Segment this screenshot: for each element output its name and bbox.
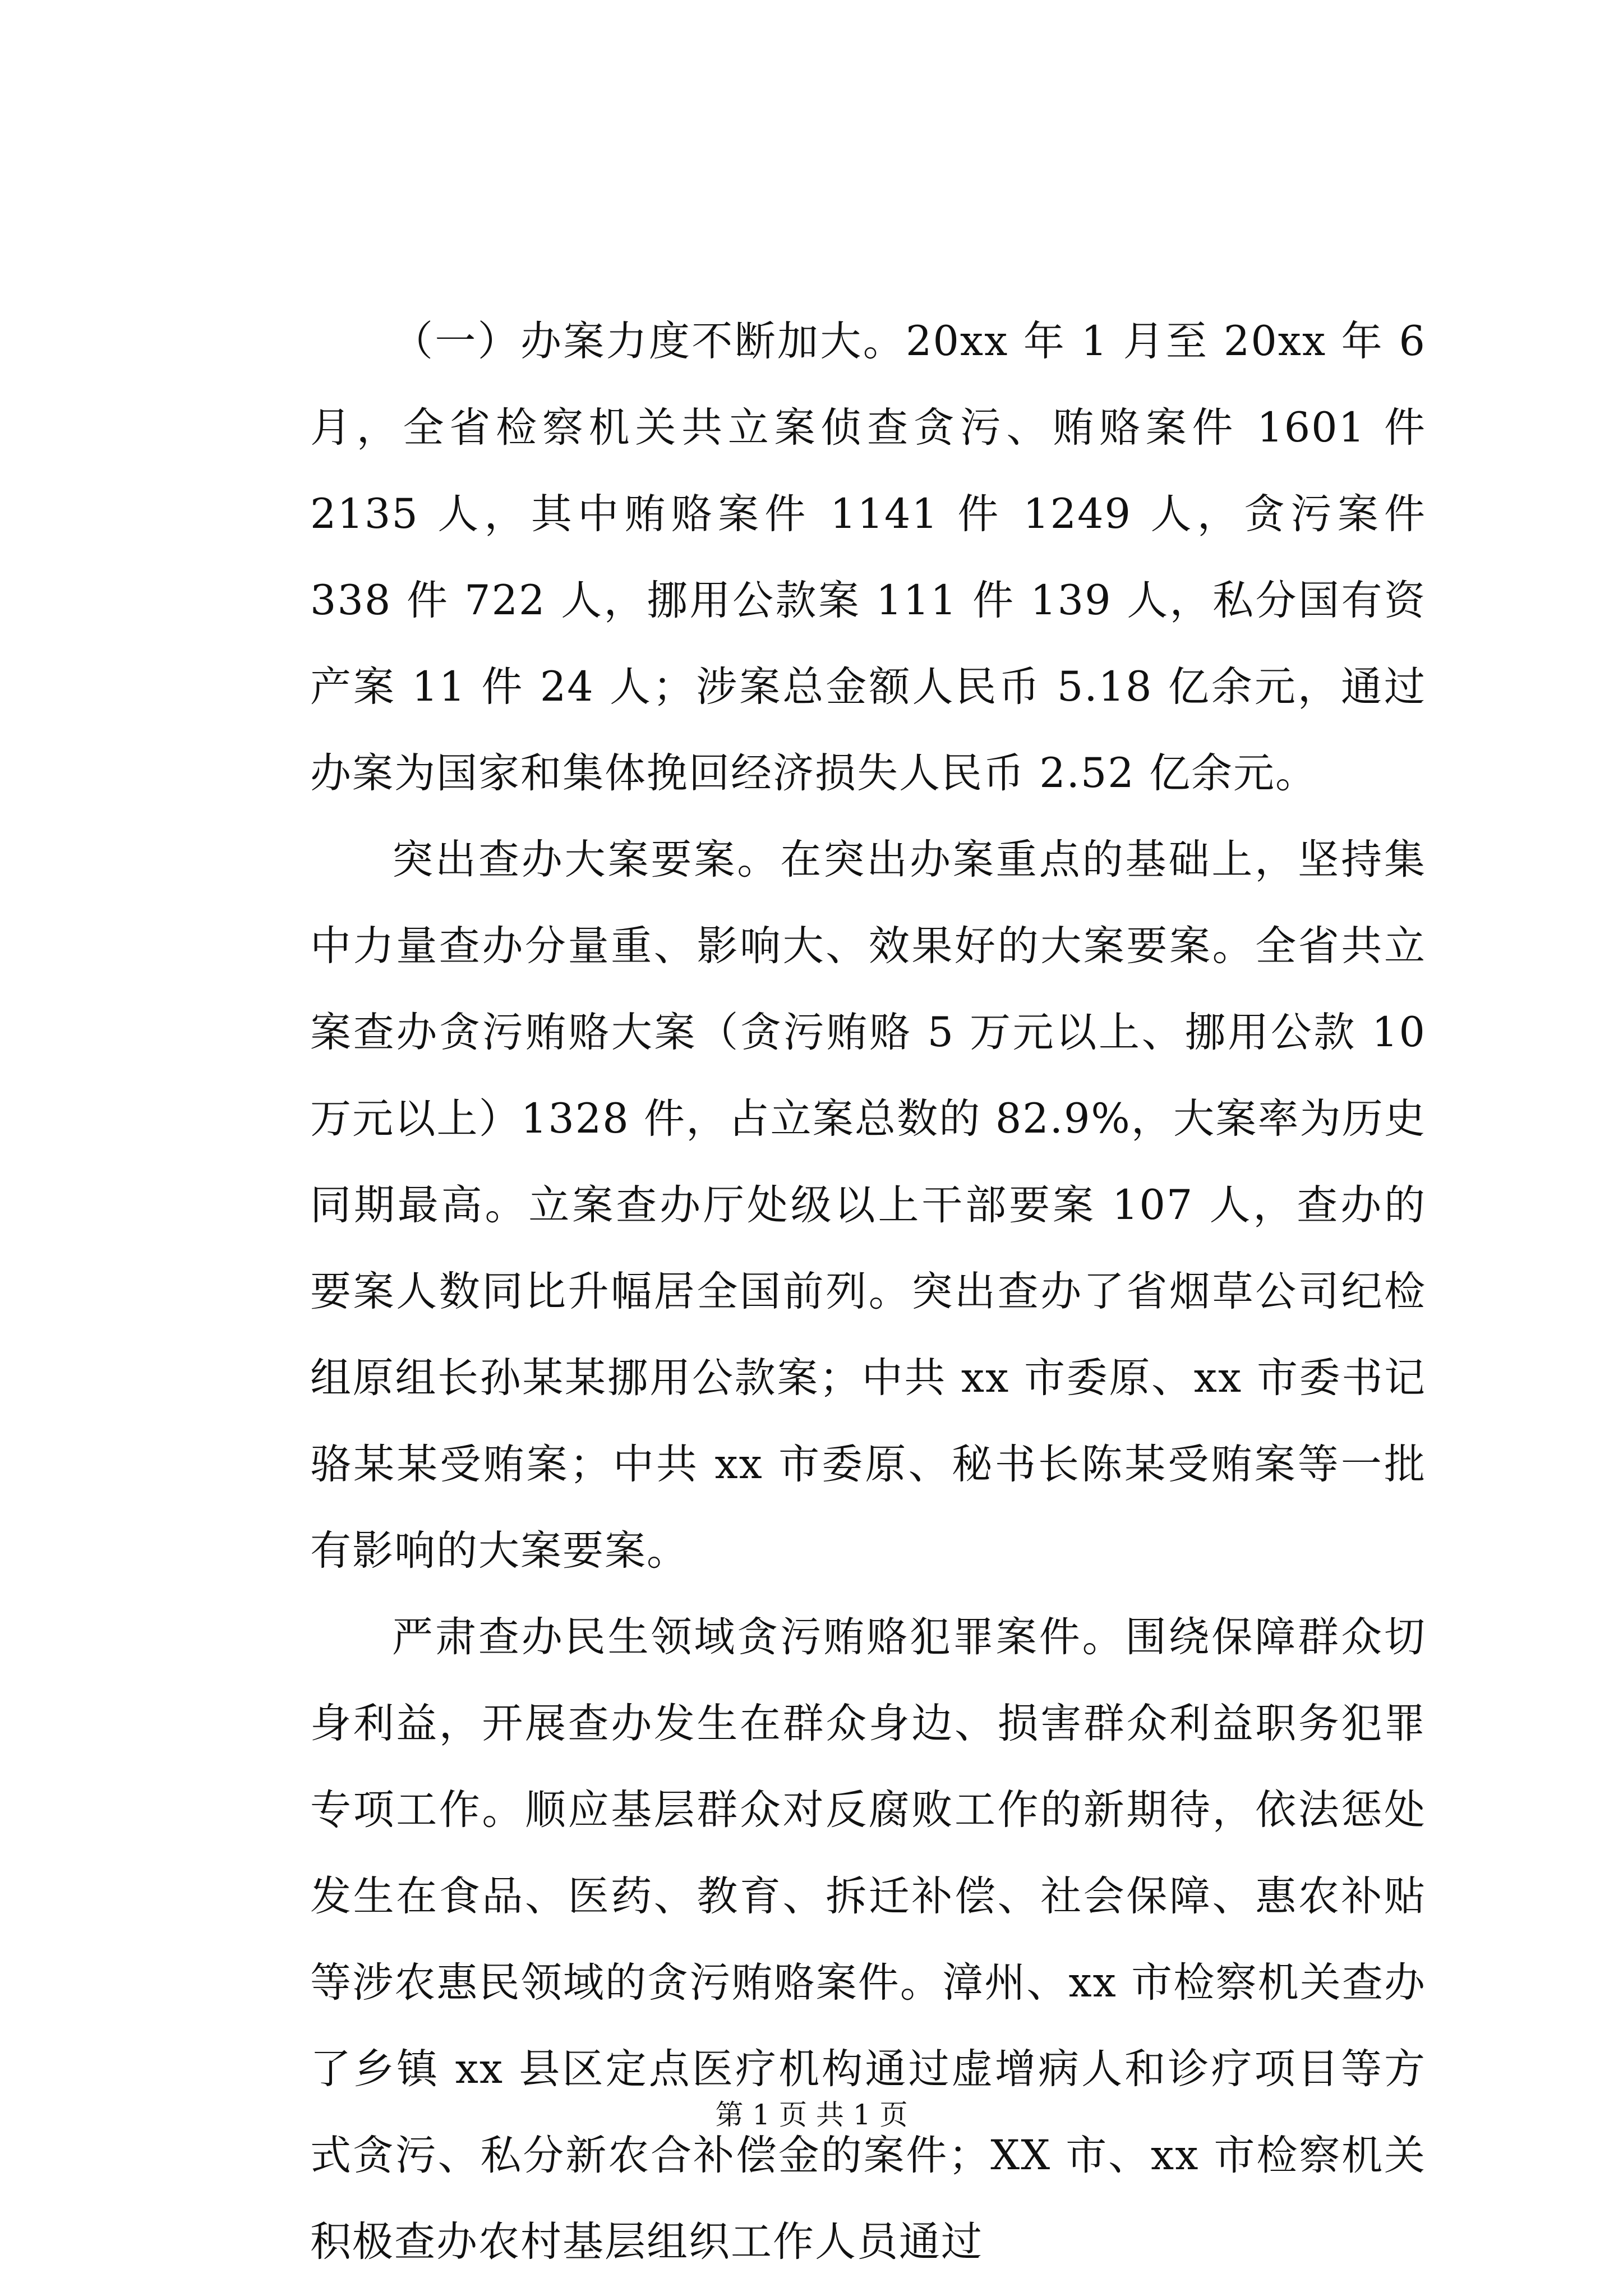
paragraph-case-statistics: （一）办案力度不断加大。20xx 年 1 月至 20xx 年 6 月，全省检察机关共立案侦查贪污、贿赂案件 1601 件 2135 人，其中贿赂案件 1141 件 1249 人，贪污案件 338 件 722 人，挪用公款案 111 件 139 人，私分国有资产案 11 件 24 人；涉案总金额人民币 5.18 亿余元，通过办案为国家和集体挽回经济损失人民币 2.52 亿余元。	[310, 318, 1427, 797]
paragraph-major-cases: 突出查办大案要案。在突出办案重点的基础上，坚持集中力量查办分量重、影响大、效果好的大案要案。全省共立案查办贪污贿赂大案（贪污贿赂 5 万元以上、挪用公款 10 万元以上）1328 件，占立案总数的 82.9%，大案率为历史同期最高。立案查办厅处级以上干部要案 107 人，查办的要案人数同比升幅居全国前列。突出查办了省烟草公司纪检组原组长孙某某挪用公款案；中共 xx 市委原、xx 市委书记骆某某受贿案；中共 xx 市委原、秘书长陈某受贿案等一批有影响的大案要案。	[310, 836, 1426, 1575]
document-body	[310, 298, 1426, 2285]
page-footer: 第 1 页 共 1 页	[715, 2099, 908, 2131]
paragraph-livelihood-cases: 严肃查办民生领域贪污贿赂犯罪案件。围绕保障群众切身利益，开展查办发生在群众身边、损害群众利益职务犯罪专项工作。顺应基层群众对反腐败工作的新期待，依法惩处发生在食品、医药、教育、拆迁补偿、社会保障、惠农补贴等涉农惠民领域的贪污贿赂案件。漳州、xx 市检察机关查办了乡镇 xx 县区定点医疗机构通过虚增病人和诊疗项目等方式贪污、私分新农合补偿金的案件；XX 市、xx 市检察机关积极查办农村基层组织工作人员通过	[310, 1613, 1426, 2266]
